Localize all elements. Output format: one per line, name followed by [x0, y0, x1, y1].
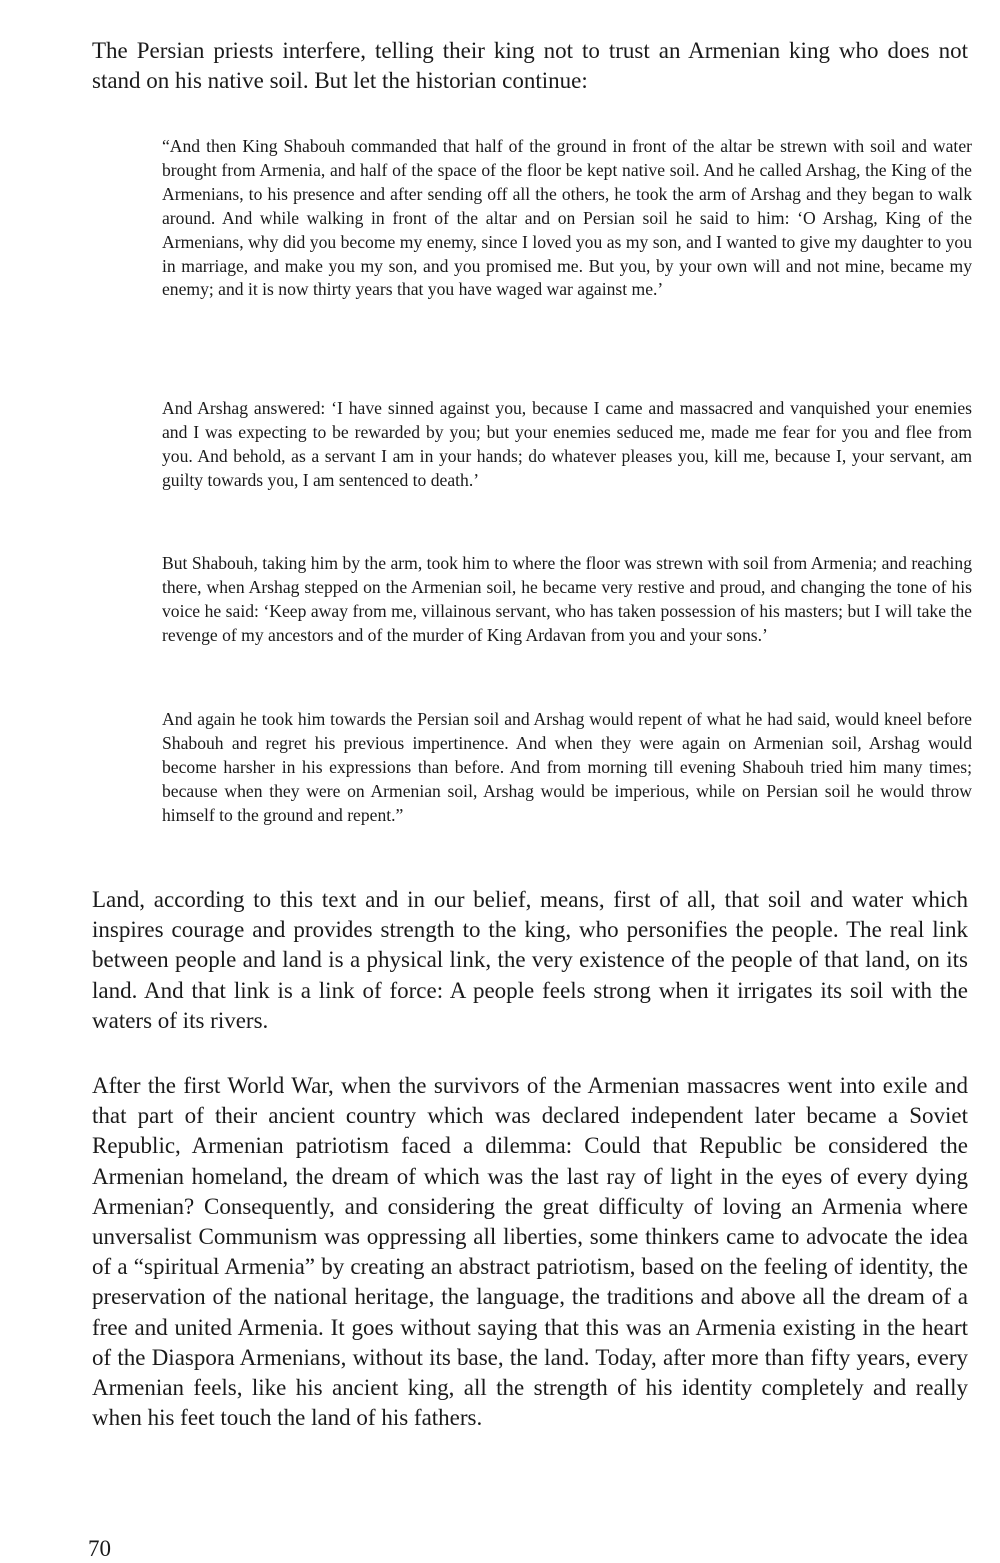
- block-quote-3: [162, 552, 972, 648]
- intro-paragraph: The Persian priests interfere, telling their king not to trust an Armenian king who does not stand on his native soil. But let the historian continue:: [92, 38, 968, 94]
- land-paragraph: Land, according to this text and in our belief, means, first of all, that soil and water which inspires courage and provides strength to the king, who personifies the people. The real link between people and land is a physical link, the very existence of the people of that land, on its land. And that link is a link of force: A people feels strong when it irrigates its soil with the waters of its rivers.: [92, 887, 968, 1033]
- block-quote-4: [162, 708, 972, 828]
- quote-paragraph-3: But Shabouh, taking him by the arm, took him to where the floor was strewn with soil from Armenia; and reaching there, when Arshag stepped on the Armenian soil, he became very restive and proud, and changing the tone of his voice he said: ‘Keep away from me, villainous servant, who has taken possession of his masters; but I will take the revenge of my ancestors and of the murder of King Ardavan from you and your sons.’: [162, 553, 972, 645]
- page-number: 70: [88, 1536, 111, 1561]
- block-quote-2: [162, 397, 972, 493]
- quote-paragraph-1: “And then King Shabouh commanded that half of the ground in front of the altar be strewn with soil and water brought from Armenia, and half of the space of the floor be kept native soil. And he called Arshag, the King of the Armenians, to his presence and after sending off all the others, he took the arm of Arshag and they began to walk around. And while walking in front of the altar and on Persian soil he said to him: ‘O Arshag, King of the Armenians, why did you become my enemy, since I loved you as my son, and I wanted to give my daughter to you in marriage, and make you my son, and you promised me. But you, by your own will and not mine, became my enemy; and it is now thirty years that you have waged war against me.’: [162, 136, 972, 300]
- quote-paragraph-4: And again he took him towards the Persian soil and Arshag would repent of what he had said, would kneel before Shabouh and regret his previous impertinence. And when they were again on Armenian soil, Arshag would become harsher in his expressions than before. And from morning till evening Shabouh tried him many times; because when they were on Armenian soil, Arshag would be imperious, while on Persian soil he would throw himself to the ground and repent.”: [162, 709, 972, 825]
- war-paragraph: After the first World War, when the survivors of the Armenian massacres went into exile and that part of their ancient country which was declared independent later became a Soviet Republic, Armenian patriotism faced a dilemma: Could that Republic be considered the Armenian homeland, the dream of which was the last ray of light in the eyes of every dying Armenian? Consequently, and considering the great difficulty of loving an Armenia where unversalist Communism was oppressing all liberties, some thinkers came to advocate the idea of a “spiritual Armenia” by creating an abstract patriotism, based on the feeling of identity, the preservation of the national heritage, the language, the traditions and above all the dream of a free and united Armenia. It goes without saying that this was an Armenia existing in the heart of the Diaspora Armenians, without its base, the land. Today, after more than fifty years, every Armenian feels, like his ancient king, all the strength of his identity completely and really when his feet touch the land of his fathers.: [92, 1073, 968, 1431]
- quote-paragraph-2: And Arshag answered: ‘I have sinned against you, because I came and massacred and vanquished your enemies and I was expecting to be rewarded by you; but your enemies seduced me, made me fear for you and flee from you. And behold, as a servant I am in your hands; do whatever pleases you, kill me, because I, your servant, am guilty towards you, I am sentenced to death.’: [162, 398, 972, 490]
- block-quote: [162, 135, 972, 302]
